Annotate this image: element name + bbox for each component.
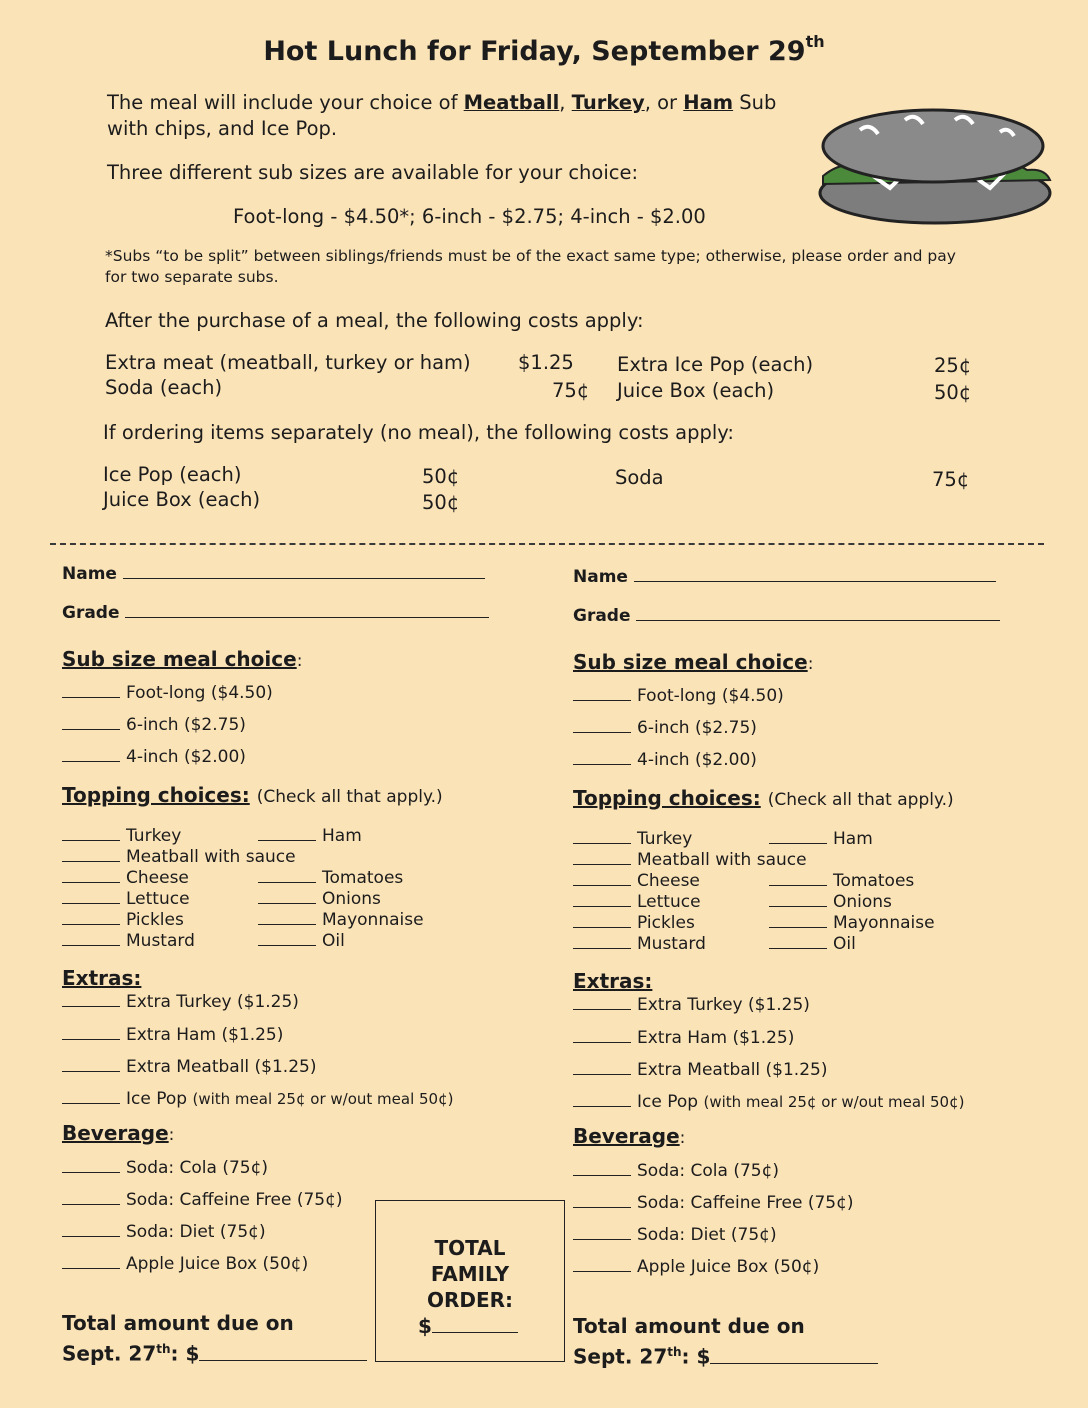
total-family-order-box: [375, 1200, 565, 1362]
extra-label: Extra Meatball ($1.25): [637, 1060, 828, 1080]
option-ham: Ham: [683, 91, 734, 114]
box-dollar: $: [418, 1314, 432, 1338]
beverage-label: Apple Juice Box (50¢): [637, 1257, 820, 1277]
size-blank[interactable]: [62, 683, 120, 698]
extra-blank[interactable]: [62, 1057, 120, 1072]
beverage-heading: Beverage:: [573, 1124, 686, 1148]
grade-field[interactable]: [125, 617, 489, 618]
size-label: Foot-long ($4.50): [126, 683, 273, 703]
sub-size-heading: Sub size meal choice:: [62, 647, 303, 671]
beverage-blank[interactable]: [62, 1254, 120, 1269]
option-meatball: Meatball: [463, 91, 560, 114]
size-blank[interactable]: [573, 686, 631, 701]
extra-label: Extra Turkey ($1.25): [126, 992, 299, 1012]
topping-blank[interactable]: [573, 871, 631, 886]
page-title: Hot Lunch for Friday, September 29th: [263, 32, 825, 67]
topping-label: Mustard: [637, 934, 706, 954]
separate-heading: If ordering items separately (no meal), the following costs apply:: [103, 421, 734, 444]
topping-label: Tomatoes: [322, 868, 404, 888]
extra-label: Extra Meatball ($1.25): [126, 1057, 317, 1077]
extras-heading: Extras:: [62, 966, 142, 990]
topping-blank[interactable]: [769, 871, 827, 886]
beverage-blank[interactable]: [62, 1158, 120, 1173]
topping-label: Mayonnaise: [833, 913, 935, 933]
grade-field[interactable]: [636, 620, 1000, 621]
price-value: $1.25: [518, 351, 574, 374]
beverage-label: Soda: Caffeine Free (75¢): [637, 1193, 854, 1213]
topping-label: Oil: [322, 931, 345, 951]
topping-blank[interactable]: [769, 892, 827, 907]
topping-heading: Topping choices: (Check all that apply.): [62, 783, 443, 807]
topping-blank[interactable]: [258, 826, 316, 841]
price-value: 50¢: [422, 465, 460, 488]
grade-label: Grade: [62, 603, 120, 623]
name-field[interactable]: [123, 578, 485, 579]
topping-blank[interactable]: [573, 850, 631, 865]
beverage-label: Soda: Caffeine Free (75¢): [126, 1190, 343, 1210]
price-value: 75¢: [552, 379, 590, 402]
icepop-label: Ice Pop: [637, 1092, 699, 1112]
beverage-blank[interactable]: [62, 1190, 120, 1205]
topping-blank[interactable]: [62, 931, 120, 946]
topping-blank[interactable]: [573, 829, 631, 844]
beverage-label: Apple Juice Box (50¢): [126, 1254, 309, 1274]
topping-blank[interactable]: [62, 868, 120, 883]
box-line: ORDER:: [426, 1288, 514, 1312]
split-note: *Subs “to be split” between siblings/friends must be of the exact same type; otherwise, please order and pay for two separate subs.: [105, 247, 956, 286]
extra-label: Extra Ham ($1.25): [637, 1028, 795, 1048]
price-value: 50¢: [422, 491, 460, 514]
intro-paragraph: The meal will include your choice of Meatball, Turkey, or Ham Sub with chips, and Ice Pop.: [107, 91, 777, 140]
beverage-blank[interactable]: [573, 1161, 631, 1176]
price-name: Juice Box (each): [617, 379, 775, 402]
size-blank[interactable]: [573, 750, 631, 765]
price-value: 50¢: [934, 381, 972, 404]
icepop-label: Ice Pop: [126, 1089, 188, 1109]
price-name: Extra Ice Pop (each): [617, 353, 814, 376]
extras-heading: Extras:: [573, 969, 653, 993]
topping-blank[interactable]: [62, 910, 120, 925]
topping-label: Mayonnaise: [322, 910, 424, 930]
price-name: Ice Pop (each): [103, 463, 242, 486]
sizes-prices: Foot-long - $4.50*; 6-inch - $2.75; 4-inch - $2.00: [233, 205, 706, 228]
size-label: 4-inch ($2.00): [126, 747, 246, 767]
topping-label: Ham: [833, 829, 873, 849]
price-name: Juice Box (each): [103, 488, 261, 511]
price-name: Soda: [615, 466, 664, 489]
name-field[interactable]: [634, 581, 996, 582]
extra-label: Extra Ham ($1.25): [126, 1025, 284, 1045]
extra-blank[interactable]: [62, 1025, 120, 1040]
topping-label: Lettuce: [126, 889, 190, 909]
icepop-note: (with meal 25¢ or w/out meal 50¢): [192, 1090, 454, 1108]
topping-label: Tomatoes: [833, 871, 915, 891]
cut-line: [50, 543, 1044, 545]
topping-label: Meatball with sauce: [126, 847, 296, 867]
beverage-label: Soda: Diet (75¢): [637, 1225, 777, 1245]
total-due-field[interactable]: [199, 1360, 367, 1361]
topping-label: Oil: [833, 934, 856, 954]
topping-blank[interactable]: [769, 934, 827, 949]
extra-blank[interactable]: [573, 1028, 631, 1043]
box-line: FAMILY: [430, 1262, 510, 1286]
topping-blank[interactable]: [573, 934, 631, 949]
after-meal-heading: After the purchase of a meal, the following costs apply:: [105, 309, 644, 332]
beverage-blank[interactable]: [573, 1257, 631, 1272]
sandwich-icon: [805, 98, 1065, 228]
family-total-field[interactable]: [432, 1332, 518, 1333]
beverage-heading: Beverage:: [62, 1121, 175, 1145]
price-value: 75¢: [932, 468, 970, 491]
topping-blank[interactable]: [258, 910, 316, 925]
total-due-field[interactable]: [710, 1363, 878, 1364]
beverage-blank[interactable]: [573, 1193, 631, 1208]
grade-label: Grade: [573, 606, 631, 626]
beverage-label: Soda: Cola (75¢): [637, 1161, 780, 1181]
price-value: 25¢: [934, 354, 972, 377]
size-blank[interactable]: [573, 718, 631, 733]
size-label: 6-inch ($2.75): [126, 715, 246, 735]
topping-label: Turkey: [126, 826, 182, 846]
sizes-intro: Three different sub sizes are available for your choice:: [107, 161, 639, 184]
topping-label: Pickles: [126, 910, 184, 930]
name-label: Name: [62, 564, 117, 584]
sub-size-heading: Sub size meal choice:: [573, 650, 814, 674]
extra-label: Extra Turkey ($1.25): [637, 995, 810, 1015]
topping-blank[interactable]: [769, 913, 827, 928]
topping-blank[interactable]: [62, 826, 120, 841]
size-label: 6-inch ($2.75): [637, 718, 757, 738]
total-due: Total amount due on Sept. 27th: $: [573, 1313, 878, 1370]
box-line: TOTAL: [434, 1236, 506, 1260]
topping-label: Cheese: [126, 868, 189, 888]
price-name: Extra meat (meatball, turkey or ham): [105, 351, 471, 374]
topping-heading: Topping choices: (Check all that apply.): [573, 786, 954, 810]
topping-label: Turkey: [637, 829, 693, 849]
topping-blank[interactable]: [258, 889, 316, 904]
size-blank[interactable]: [62, 747, 120, 762]
size-label: 4-inch ($2.00): [637, 750, 757, 770]
extra-blank[interactable]: [62, 992, 120, 1007]
topping-label: Pickles: [637, 913, 695, 933]
beverage-label: Soda: Diet (75¢): [126, 1222, 266, 1242]
topping-blank[interactable]: [573, 892, 631, 907]
topping-blank[interactable]: [62, 847, 120, 862]
beverage-blank[interactable]: [573, 1225, 631, 1240]
price-name: Soda (each): [105, 376, 223, 399]
option-turkey: Turkey: [571, 91, 645, 114]
icepop-blank[interactable]: [573, 1092, 631, 1107]
topping-label: Cheese: [637, 871, 700, 891]
topping-blank[interactable]: [258, 931, 316, 946]
topping-blank[interactable]: [258, 868, 316, 883]
topping-label: Lettuce: [637, 892, 701, 912]
beverage-blank[interactable]: [62, 1222, 120, 1237]
topping-label: Ham: [322, 826, 362, 846]
topping-label: Meatball with sauce: [637, 850, 807, 870]
name-label: Name: [573, 567, 628, 587]
total-due: Total amount due on Sept. 27th: $: [62, 1310, 367, 1367]
size-label: Foot-long ($4.50): [637, 686, 784, 706]
icepop-blank[interactable]: [62, 1089, 120, 1104]
topping-blank[interactable]: [62, 889, 120, 904]
topping-label: Mustard: [126, 931, 195, 951]
topping-blank[interactable]: [769, 829, 827, 844]
topping-label: Onions: [833, 892, 892, 912]
extra-blank[interactable]: [573, 1060, 631, 1075]
size-blank[interactable]: [62, 715, 120, 730]
topping-label: Onions: [322, 889, 381, 909]
extra-blank[interactable]: [573, 995, 631, 1010]
icepop-note: (with meal 25¢ or w/out meal 50¢): [703, 1093, 965, 1111]
beverage-label: Soda: Cola (75¢): [126, 1158, 269, 1178]
topping-blank[interactable]: [573, 913, 631, 928]
